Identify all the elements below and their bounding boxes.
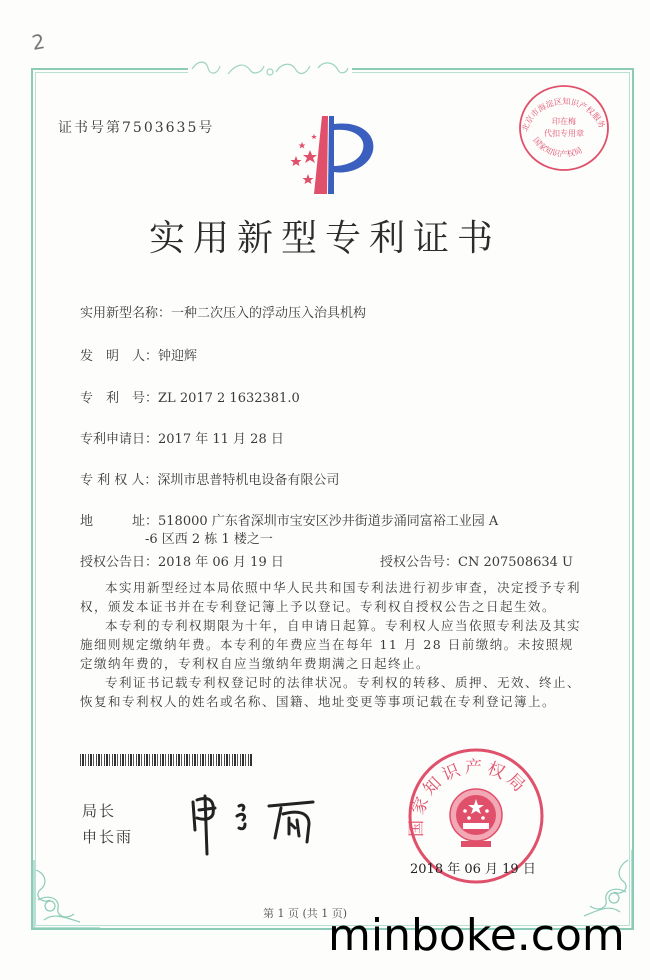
field-label: 地 址： bbox=[80, 514, 159, 529]
field-label: 发 明 人： bbox=[80, 349, 159, 364]
page-indicator: 第 1 页 (共 1 页) bbox=[262, 907, 348, 920]
field-label: 专利申请日： bbox=[80, 432, 159, 447]
seal-center-line2: 代扣专用章 bbox=[544, 129, 584, 138]
field-label: 专 利 权 人： bbox=[80, 473, 158, 488]
field-value: 钟迎辉 bbox=[158, 349, 198, 364]
field-value: ZL 2017 2 1632381.0 bbox=[158, 391, 300, 406]
document-title: 实用新型专利证书 bbox=[148, 218, 501, 259]
svg-text:国家知识产权局 bbox=[531, 136, 583, 159]
field-value: 2018 年 06 月 19 日 bbox=[158, 555, 284, 570]
field-utility-name bbox=[80, 302, 366, 321]
paragraph: 本专利的专利权期限为十年，自申请日起算。专利权人应当依照专利法及其实施细则规定缴纳年费。本专利的年费应当在每年 11 月 28 日前缴纳。未按照规定缴纳年费的，专利权自应当缴纳年费期满之日起终止。 bbox=[80, 618, 582, 671]
top-ornament bbox=[188, 56, 352, 82]
cnipa-logo bbox=[282, 112, 382, 197]
legal-text bbox=[80, 578, 585, 711]
field-grant-date bbox=[80, 551, 284, 570]
seal-bottom-text: 国家知识产权局 bbox=[531, 135, 584, 159]
field-address-line2: -6 区西 2 栋 1 楼之一 bbox=[145, 532, 273, 547]
seal-center-line1: 印在梅 bbox=[552, 117, 576, 126]
field-label: 专 利 号： bbox=[80, 391, 159, 406]
seal-ring-text: 北京市海淀区知识产权服务 bbox=[520, 97, 607, 133]
seal-icon bbox=[515, 82, 613, 174]
director-signature bbox=[185, 790, 345, 860]
certificate-number: 证书号第7503635号 bbox=[58, 120, 215, 136]
field-inventor bbox=[80, 345, 197, 364]
flourish-icon bbox=[30, 860, 100, 932]
field-patentee bbox=[80, 469, 339, 488]
patent-logo-icon bbox=[282, 112, 382, 197]
field-value: CN 207508634 U bbox=[458, 555, 573, 570]
field-value: 深圳市思普特机电设备有限公司 bbox=[157, 473, 340, 488]
agency-seal bbox=[515, 82, 613, 174]
field-grant-pub-no bbox=[380, 551, 573, 570]
field-label: 授权公告号： bbox=[380, 555, 459, 570]
seal-date: 2018 年 06 月 19 日 bbox=[410, 862, 536, 877]
field-filing-date bbox=[80, 428, 284, 447]
field-label: 授权公告日： bbox=[80, 555, 159, 570]
field-label: 实用新型名称： bbox=[80, 306, 172, 321]
flourish-icon bbox=[188, 56, 352, 82]
seal-ring-text: 国家知识产权局 bbox=[406, 757, 532, 838]
svg-text:北京市海淀区知识产权服务 bbox=[519, 96, 607, 133]
paragraph: 本实用新型经过本局依照中华人民共和国专利法进行初步审查，决定授予专利权，颁发本证书并在专利登记簿上予以登记。专利权自授权公告之日起生效。 bbox=[80, 580, 582, 614]
director-title: 局长 bbox=[82, 802, 117, 820]
field-value: 一种二次压入的浮动压入治具机构 bbox=[171, 306, 367, 321]
field-address bbox=[80, 510, 498, 529]
signature-icon bbox=[185, 790, 345, 860]
barcode bbox=[80, 754, 252, 766]
handwritten-mark: 2 bbox=[30, 29, 47, 55]
field-patent-no bbox=[80, 387, 300, 406]
field-value: 518000 广东省深圳市宝安区沙井街道步涌同富裕工业园 A bbox=[158, 514, 499, 529]
watermark: minboke.com bbox=[328, 910, 625, 961]
paragraph: 专利证书记载专利权登记时的法律状况。专利权的转移、质押、无效、终止、恢复和专利权人的姓名或名称、国籍、地址变更等事项记载在专利登记簿上。 bbox=[80, 675, 582, 709]
field-value: 2017 年 11 月 28 日 bbox=[158, 432, 284, 447]
director-name: 申长雨 bbox=[82, 828, 134, 846]
